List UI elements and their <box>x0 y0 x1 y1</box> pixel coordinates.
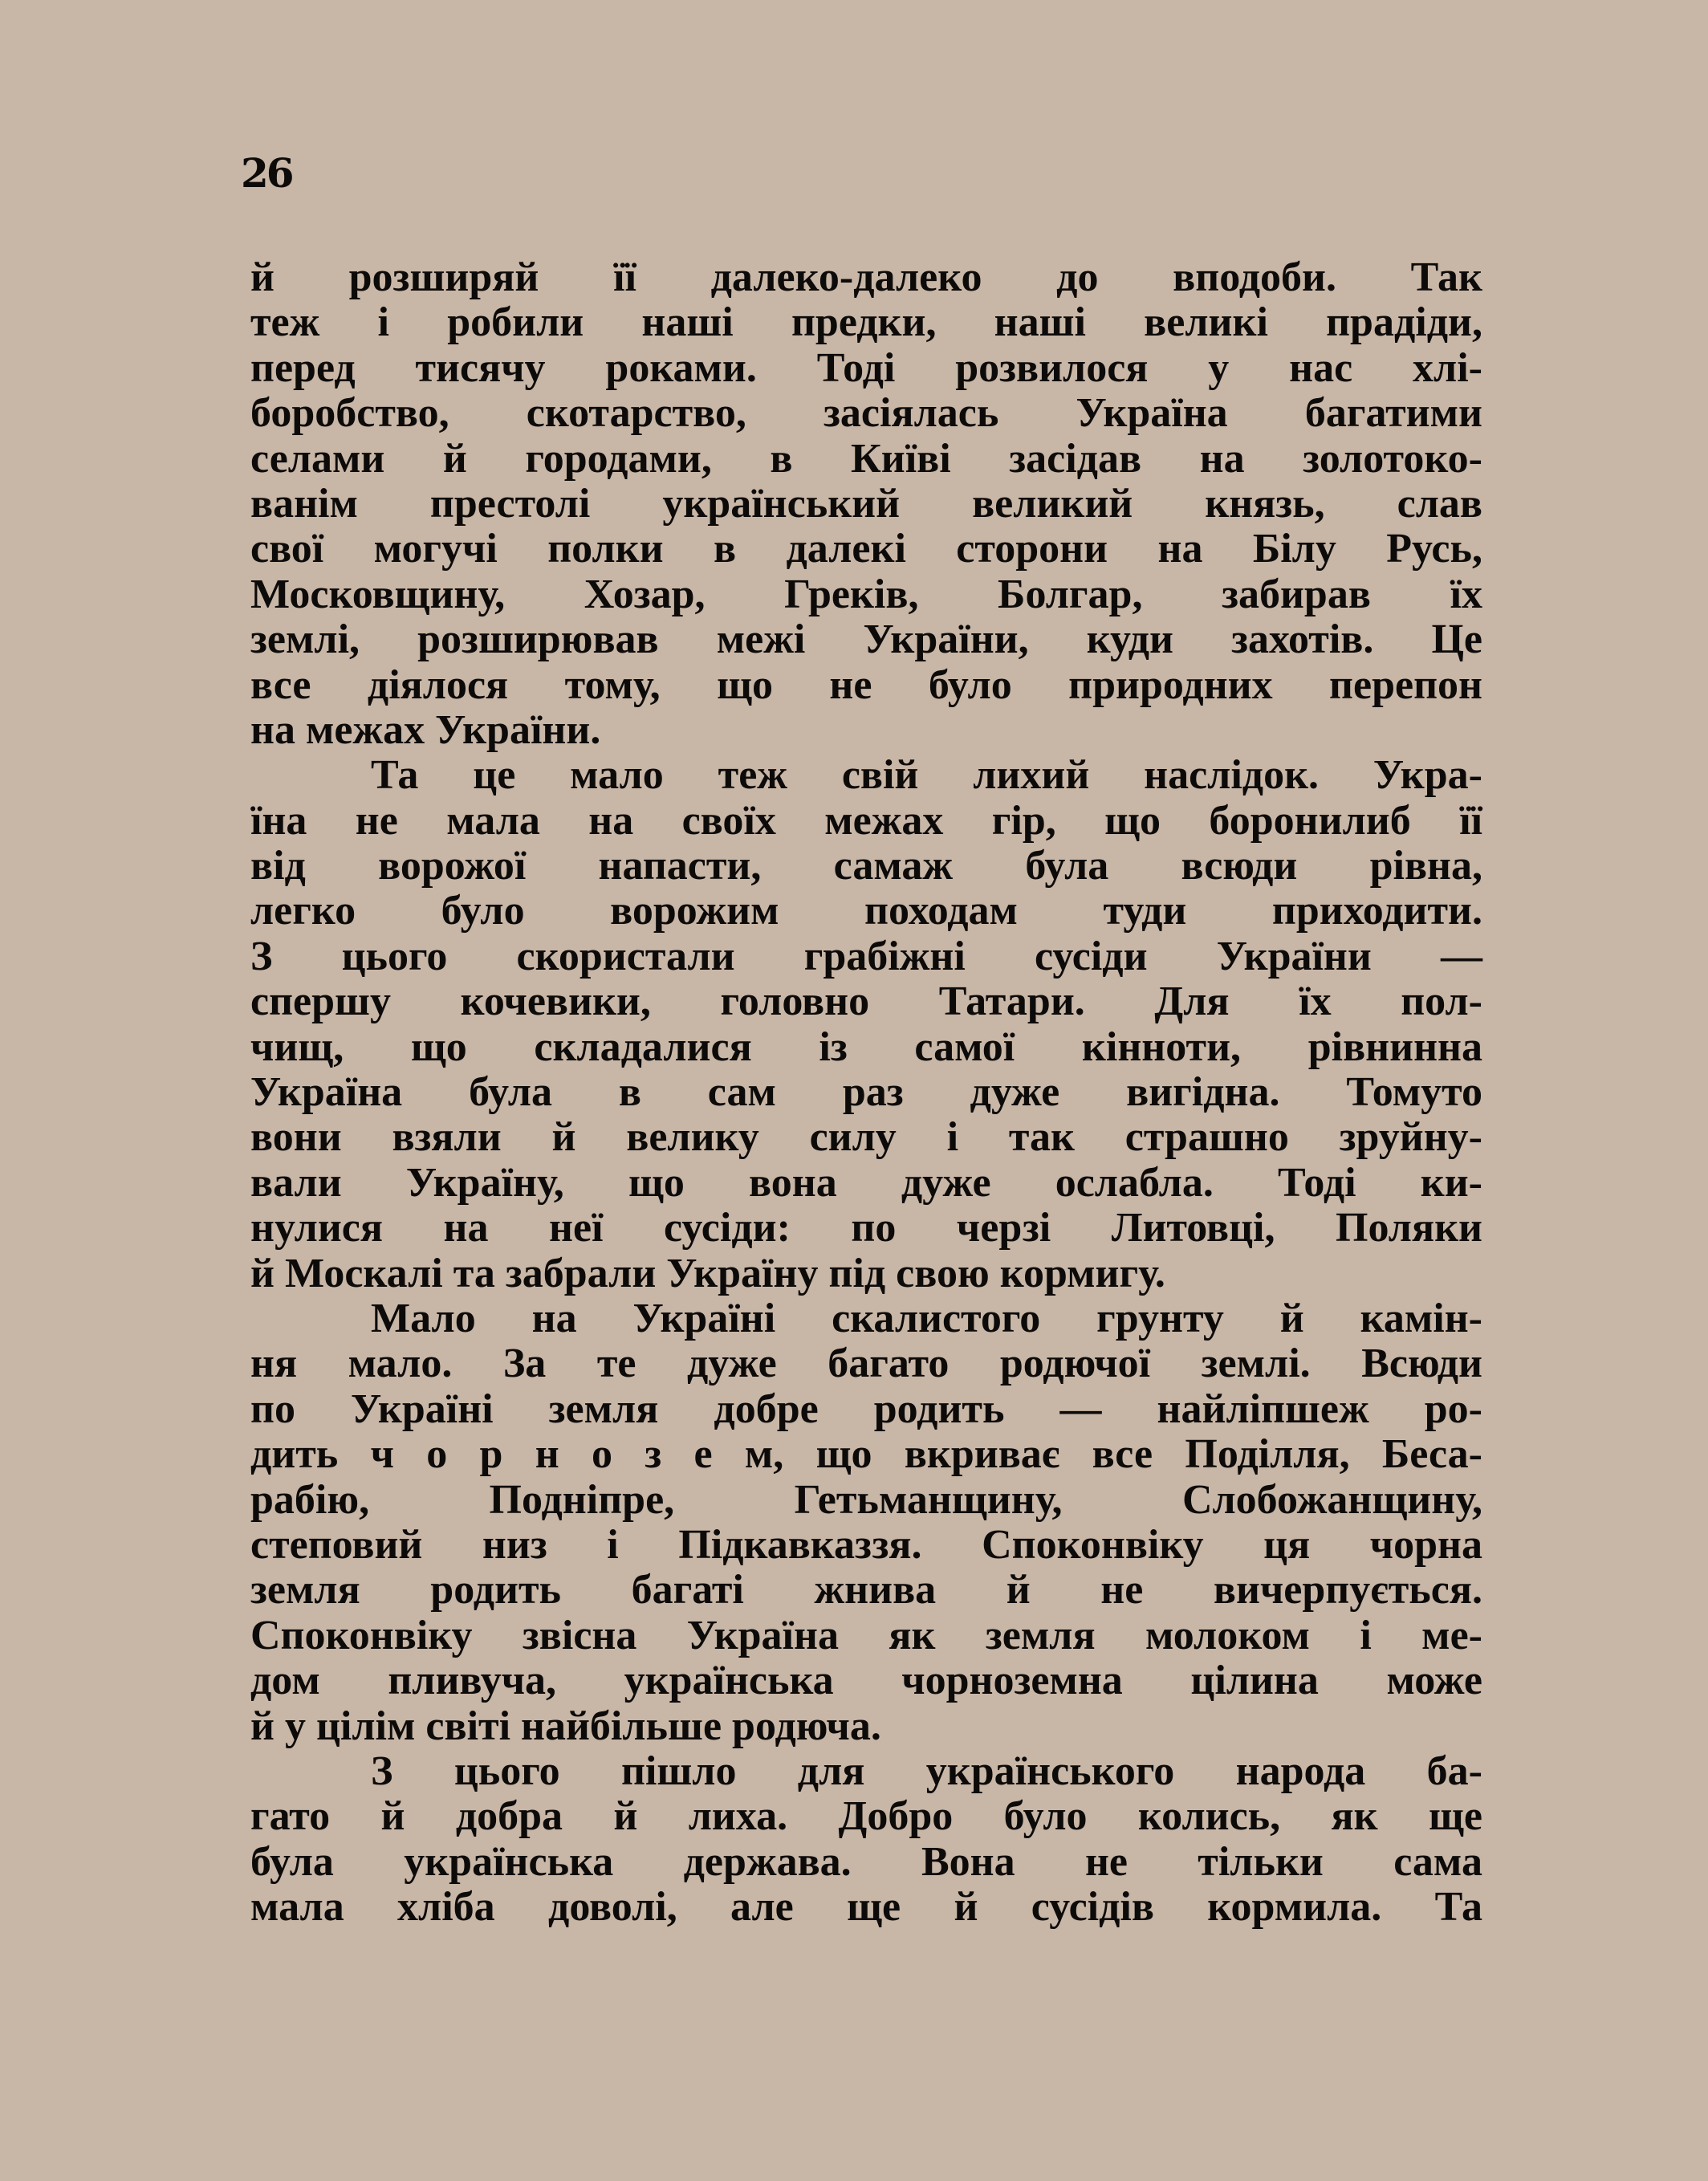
text-line: на межах України. <box>250 706 601 753</box>
text-line: легко було ворожим походам туди приходити. <box>250 888 1482 934</box>
text-line: Споконвіку звісна Україна як земля молоком і ме- <box>250 1612 1482 1658</box>
text-line: свої могучі полки в далекі сторони на Білу Русь, <box>250 526 1482 572</box>
text-line: й Москалі та забрали Україну під свою кормигу. <box>250 1250 1165 1296</box>
text-line: по Україні земля добре родить — найліпшеж ро- <box>250 1386 1482 1432</box>
text-line: теж і робили наші предки, наші великі прадіди, <box>250 299 1482 346</box>
text-line: ня мало. За те дуже багато родючої землі. Всюди <box>250 1341 1482 1387</box>
text-line: гато й добра й лиха. Добро було колись, як ще <box>250 1793 1482 1840</box>
text-line: селами й городами, в Київі засідав на золотоко- <box>250 435 1482 482</box>
text-line: й розширяй її далеко-далеко до вподоби. Так <box>250 254 1482 300</box>
text-line: чищ, що складалися із самої кінноти, рівнинна <box>250 1023 1482 1070</box>
text-line: Україна була в сам раз дуже вигідна. Томуто <box>250 1069 1482 1116</box>
text-line: вали Україну, що вона дуже ослабла. Тоді ки- <box>250 1159 1482 1206</box>
text-line: їна не мала на своїх межах гір, що боронилиб її <box>250 797 1482 844</box>
text-line: боробство, скотарство, засіялась Україна багатими <box>250 390 1482 437</box>
text-line: Мало на Україні скалистого грунту й камін- <box>371 1295 1482 1341</box>
text-line: мала хліба доволі, але ще й сусідів кормила. Та <box>250 1884 1482 1931</box>
text-line: степовий низ і Підкавказзя. Споконвіку ця чорна <box>250 1521 1482 1568</box>
text-line: З цього скористали грабіжні сусіди України — <box>250 933 1482 979</box>
text-line: землі, розширював межі України, куди захотів. Це <box>250 616 1482 663</box>
text-line: вони взяли й велику силу і так страшно зруйну- <box>250 1114 1482 1161</box>
text-line: й у цілім світі найбільше родюча. <box>250 1703 881 1749</box>
text-line: Та це мало теж свій лихий наслідок. Укра- <box>371 752 1482 799</box>
text-line: від ворожої напасти, самаж була всюди рівна, <box>250 843 1482 889</box>
text-line: нулися на неї сусіди: по черзі Литовці, Поляки <box>250 1205 1482 1251</box>
body-text <box>250 255 1482 1930</box>
text-line: ванім престолі український великий князь, слав <box>250 480 1482 527</box>
text-line: Московщину, Хозар, Греків, Болгар, забирав їх <box>250 571 1482 617</box>
page-number: 26 <box>241 149 292 197</box>
text-line: була українська держава. Вона не тільки сама <box>250 1838 1482 1885</box>
text-line: рабію, Подніпре, Гетьманщину, Слобожанщину, <box>250 1476 1482 1523</box>
text-line: земля родить багаті жнива й не вичерпується. <box>250 1567 1482 1613</box>
text-line: дить ч о р н о з е м, що вкриває все Поділля, Беса- <box>250 1431 1482 1478</box>
text-line: спершу кочевики, головно Татари. Для їх пол- <box>250 979 1482 1025</box>
text-line: дом пливуча, українська чорноземна цілина може <box>250 1658 1482 1704</box>
text-line: все діялося тому, що не було природних перепон <box>250 661 1482 708</box>
text-line: перед тисячу роками. Тоді розвилося у нас хлі- <box>250 344 1482 391</box>
text-line: З цього пішло для українського народа ба- <box>371 1748 1482 1794</box>
